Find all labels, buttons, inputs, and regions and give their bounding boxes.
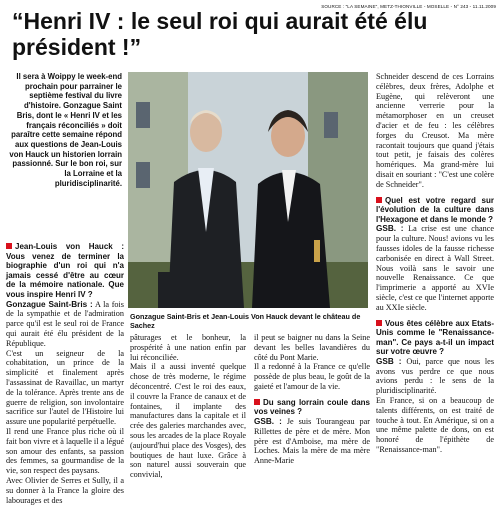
answer-1-paragraph-3: Il rend une France plus riche où il fait bon vivre et à laquelle il a légué son amour des enfants, sa passion des femmes, sa gourmandise de la vie, son respect des paysans. bbox=[6, 426, 124, 476]
right-column bbox=[376, 72, 494, 455]
middle-right-paragraph-1: il peut se baigner nu dans la Seine devant les belles lavandières du côté du Pont Marie. bbox=[254, 333, 370, 362]
red-square-icon bbox=[6, 243, 12, 249]
photo-illustration bbox=[128, 72, 368, 308]
middle-paragraph-1: pâturages et le bonheur, la prospérité à une nation enfin par lui réconciliée. bbox=[130, 333, 246, 362]
question-3: Quel est votre regard sur l'évolution de la culture dans l'Hexagone et dans le monde ? bbox=[376, 195, 494, 224]
answer-1-paragraph-2: C'est un seigneur de la cohabitation, un prince de la simplicité et finalement après l'assassinat de Ravaillac, un martyr de la tolérance. Après trente ans de guerre de religion, son involontaire sacrifice sur l'autel de l'Histoire lui assure une popularité perpétuelle. bbox=[6, 348, 124, 427]
answer-1-paragraph-4: Avec Olivier de Serres et Sully, il a su donner à la France la gloire des labourages et des bbox=[6, 475, 124, 505]
question-1: Jean-Louis von Hauck : Vous venez de terminer la biographie d'un roi qui n'a jamais cessé d'être au cœur de la mémoire nationale. Que vous inspire Henri IV ? bbox=[6, 242, 124, 299]
photo bbox=[128, 72, 368, 308]
middle-column bbox=[130, 333, 246, 480]
left-column bbox=[6, 72, 122, 188]
left-column-lower bbox=[6, 236, 124, 505]
intro-paragraph: Il sera à Woippy le week-end prochain pour parrainer le septième festival du livre d'histoire. Gonzague Saint Bris, dont le « Henri IV et les français réconciliés » doit paraître cette semaine répond aux questions de Jean-Louis von Hauck un historien lorrain passionné. Sur le bon roi, sur la Lorraine et la pluridisciplinarité. bbox=[9, 72, 122, 188]
middle-right-column bbox=[254, 333, 370, 466]
question-4: Vous êtes célèbre aux Etats-Unis comme le "Renaissance-man". Ce pays a-t-il un impact sur votre œuvre ? bbox=[376, 318, 494, 357]
question-2: Du sang lorrain coule dans vos veines ? bbox=[254, 397, 370, 417]
middle-right-paragraph-2: Il a redonné à la France ce qu'elle possède de plus beau, le goût de la gaieté et l'amour de la vie. bbox=[254, 362, 370, 391]
answer-1: Gonzague Saint-Bris : A la fois de la sympathie et de l'admiration parce qu'il est le seul roi de France qui aurait été élu président de la République. bbox=[6, 299, 124, 348]
red-square-icon bbox=[376, 320, 382, 326]
answer-4-paragraph-2: En France, si on a beaucoup de talents différents, on est traité de touche à tout. En Amérique, si on a une même palette de dons, on est honoré de l'épithète de "Renaissance-man". bbox=[376, 396, 494, 455]
answer-4: GSB : Oui, parce que nous les avons vus perdre ce que nous avions perdu : le sens de la pluridisciplinarité. bbox=[376, 356, 495, 396]
middle-paragraph-2: Mais il a aussi inventé quelque chose de très moderne, le régime déconcentré. C'est le roi des eaux, il couvre la France de canaux et de fontaines, il implante des manufactures dans la capitale et il crée des galeries marchandes avec, sous les arcades de la place Royale (aujourd'hui place des Vosges), des boutiques de haut luxe. Grâce à son naturel aussi souverain que convivial, bbox=[130, 362, 246, 480]
red-square-icon bbox=[254, 399, 260, 405]
red-square-icon bbox=[376, 197, 382, 203]
source-line: SOURCE : "LA SEMAINE", METZ-THIONVILLE - MOSELLE - N° 243 - 11.11.2009 bbox=[321, 4, 496, 9]
answer-3: GSB. : La crise est une chance pour la culture. Nous! avions vu les fausses idoles de la fausse richesse carbonisée en direct à Wall Street. Nous voilà sans le savoir une nouvelle Renaissance. Ce que l'imprimerie a apporté au XVIe siècle, c'est ce que l'internet apporte au XXIe siècle. bbox=[376, 224, 494, 312]
answer-2: GSB. : Je suis Tourangeau par Rillettes de père et de mère. Mon père est d'Amboise, ma mère de Loches. Mais la mère de ma mère Anne-Marie bbox=[254, 416, 370, 466]
right-paragraph-1: Schneider descend de ces Lorrains célèbres, deux frères, Adolphe et Eugène, qui relèveront une ancienne verrerie pour la métamorphoser en un creuset d'acier et de feu : les célèbres forges du Creusot. Ma mère racontait toujours que quand j'étais tout petit, je faisais des colères homériques. Ma grand-mère lui disait en souriant : "C'est une colère de Schneider". bbox=[376, 72, 494, 189]
headline: “Henri IV : le seul roi qui aurait été élu président !” bbox=[12, 8, 428, 60]
photo-caption: Gonzague Saint-Bris et Jean-Louis Von Hauck devant le château de Sachez bbox=[130, 312, 361, 330]
